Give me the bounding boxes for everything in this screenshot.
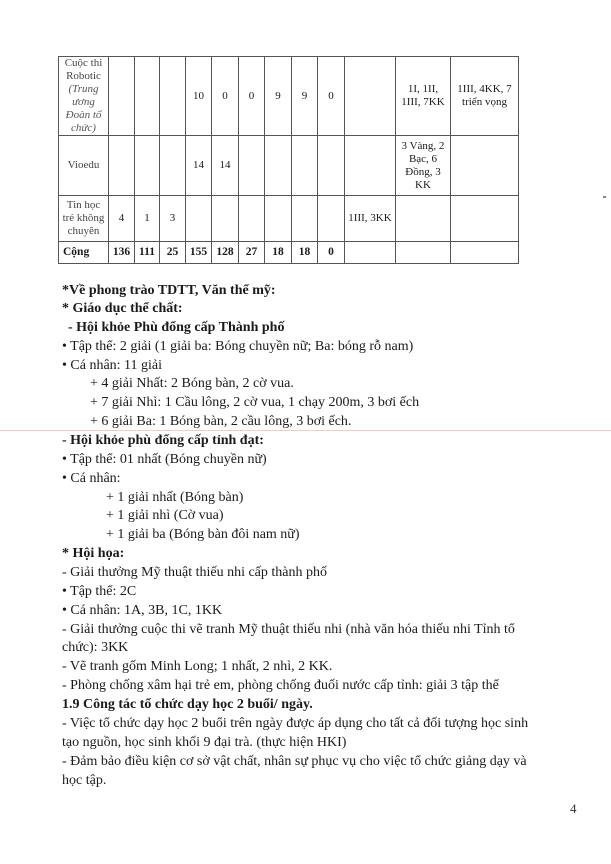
table-cell: 0 (239, 57, 265, 136)
table-cell (265, 136, 292, 196)
table-cell (135, 136, 160, 196)
province-individual-result: • Cá nhân: (62, 471, 121, 486)
table-cell (292, 136, 318, 196)
table-cell: 0 (318, 242, 345, 264)
table-cell (239, 196, 265, 242)
art-team-result: • Tập thể: 2C (62, 584, 137, 599)
art-contest-line-2: chức): 3KK (62, 640, 129, 655)
section-heading-1-9: 1.9 Công tác tổ chức dạy học 2 buổi/ ngày. (62, 697, 313, 712)
table-cell: 14 (186, 136, 212, 196)
table-cell (135, 57, 160, 136)
art-prevention-award: - Phòng chống xâm hại trẻ em, phòng chống đuối nước cấp tỉnh: giải 3 tập thể (62, 678, 499, 693)
table-cell: 128 (212, 242, 239, 264)
section-1-9-para-2-line-1: - Đảm bảo điều kiện cơ sở vật chất, nhân sự phục vụ cho việc tổ chức giảng dạy và (62, 754, 527, 769)
city-third-prizes: + 6 giải Ba: 1 Bóng bàn, 2 cầu lông, 3 bơi ếch. (90, 414, 352, 429)
table-cell: 4 (109, 196, 135, 242)
table-cell: 3 Vàng, 2 Bạc, 6 Đồng, 3 KK (396, 136, 451, 196)
table-cell (345, 242, 396, 264)
scan-edge-mark (603, 196, 606, 198)
table-row-vioedu (59, 136, 519, 196)
table-cell (451, 196, 519, 242)
art-contest-line-1: - Giải thưởng cuộc thi vẽ tranh Mỹ thuật thiếu nhi (nhà văn hóa thiếu nhi Tỉnh tổ (62, 622, 515, 637)
subheading-city-games: - Hội khỏe Phù đổng cấp Thành phố (68, 320, 285, 335)
table-cell: 18 (265, 242, 292, 264)
table-cell (265, 196, 292, 242)
table-cell: 9 (265, 57, 292, 136)
city-second-prizes: + 7 giải Nhì: 1 Cầu lông, 2 cờ vua, 1 chạy 200m, 3 bơi ếch (90, 395, 420, 410)
table-row-total (59, 242, 519, 264)
results-table (58, 56, 519, 264)
subheading-province-games: - Hội khỏe phù đổng cấp tỉnh đạt: (62, 433, 264, 448)
row-name-cell (59, 57, 109, 136)
section-heading-tdtt: *Về phong trào TDTT, Văn thể mỹ: (62, 283, 276, 298)
table-row-tin-hoc (59, 196, 519, 242)
table-cell (160, 57, 186, 136)
table-cell: 10 (186, 57, 212, 136)
row-name-sub: (Trung ương Đoàn tổ chức) (65, 83, 102, 134)
row-name: Tin học trẻ không chuyên (62, 199, 105, 237)
table-cell: 0 (318, 57, 345, 136)
table-cell: 111 (135, 242, 160, 264)
row-name-cell (59, 196, 109, 242)
section-heading-physical-education: * Giáo dục thể chất: (62, 301, 183, 316)
table-cell (318, 196, 345, 242)
total-label: Cộng (59, 242, 109, 264)
table-cell: 27 (239, 242, 265, 264)
art-ceramic-painting: - Vẽ tranh gốm Minh Long; 1 nhất, 2 nhì, 2 KK. (62, 659, 333, 674)
table-cell: 14 (212, 136, 239, 196)
section-1-9-para-2-line-2: học tập. (62, 773, 107, 788)
section-1-9-para-1-line-2: tạo nguồn, học sinh khối 9 đại trà. (thực hiện HKI) (62, 735, 347, 750)
table-cell (451, 242, 519, 264)
section-1-9-para-1-line-1: - Việc tổ chức dạy học 2 buổi trên ngày được áp dụng cho tất cả đối tượng học sinh (62, 716, 529, 731)
table-cell (239, 136, 265, 196)
city-individual-result: • Cá nhân: 11 giải (62, 358, 163, 373)
city-first-prizes: + 4 giải Nhất: 2 Bóng bàn, 2 cờ vua. (90, 376, 294, 391)
table-cell: 1I, 1II, 1III, 7KK (396, 57, 451, 136)
section-heading-painting: * Hội họa: (62, 546, 125, 561)
art-individual-result: • Cá nhân: 1A, 3B, 1C, 1KK (62, 603, 223, 618)
table-cell: 1III, 4KK, 7 triển vọng (451, 57, 519, 136)
table-cell (396, 196, 451, 242)
table-cell (345, 136, 396, 196)
table-cell: 25 (160, 242, 186, 264)
table-cell (109, 136, 135, 196)
province-third-prize: + 1 giải ba (Bóng bàn đôi nam nữ) (106, 527, 300, 542)
table-cell: 1 (135, 196, 160, 242)
table-cell (160, 136, 186, 196)
province-second-prize: + 1 giải nhì (Cờ vua) (106, 508, 224, 523)
table-cell: 1III, 3KK (345, 196, 396, 242)
row-name-cell (59, 136, 109, 196)
city-team-result: • Tập thể: 2 giải (1 giải ba: Bóng chuyền nữ; Ba: bóng rỗ nam) (62, 339, 414, 354)
table-cell (212, 196, 239, 242)
table-cell (451, 136, 519, 196)
table-cell (345, 57, 396, 136)
table-cell: 0 (212, 57, 239, 136)
table-cell: 9 (292, 57, 318, 136)
page-number: 4 (570, 801, 577, 816)
table-cell: 18 (292, 242, 318, 264)
table-cell (186, 196, 212, 242)
row-name: Vioedu (67, 159, 100, 171)
province-team-result: • Tập thể: 01 nhất (Bóng chuyền nữ) (62, 452, 267, 467)
art-city-award: - Giải thưởng Mỹ thuật thiếu nhi cấp thành phố (62, 565, 328, 580)
table-cell (396, 242, 451, 264)
table-cell (109, 57, 135, 136)
row-name: Cuộc thi Robotic (64, 57, 103, 82)
table-cell (292, 196, 318, 242)
table-cell (318, 136, 345, 196)
table-row-robotic (59, 57, 519, 136)
table-cell: 136 (109, 242, 135, 264)
table-cell: 3 (160, 196, 186, 242)
province-first-prize: + 1 giải nhất (Bóng bàn) (106, 490, 244, 505)
table-cell: 155 (186, 242, 212, 264)
